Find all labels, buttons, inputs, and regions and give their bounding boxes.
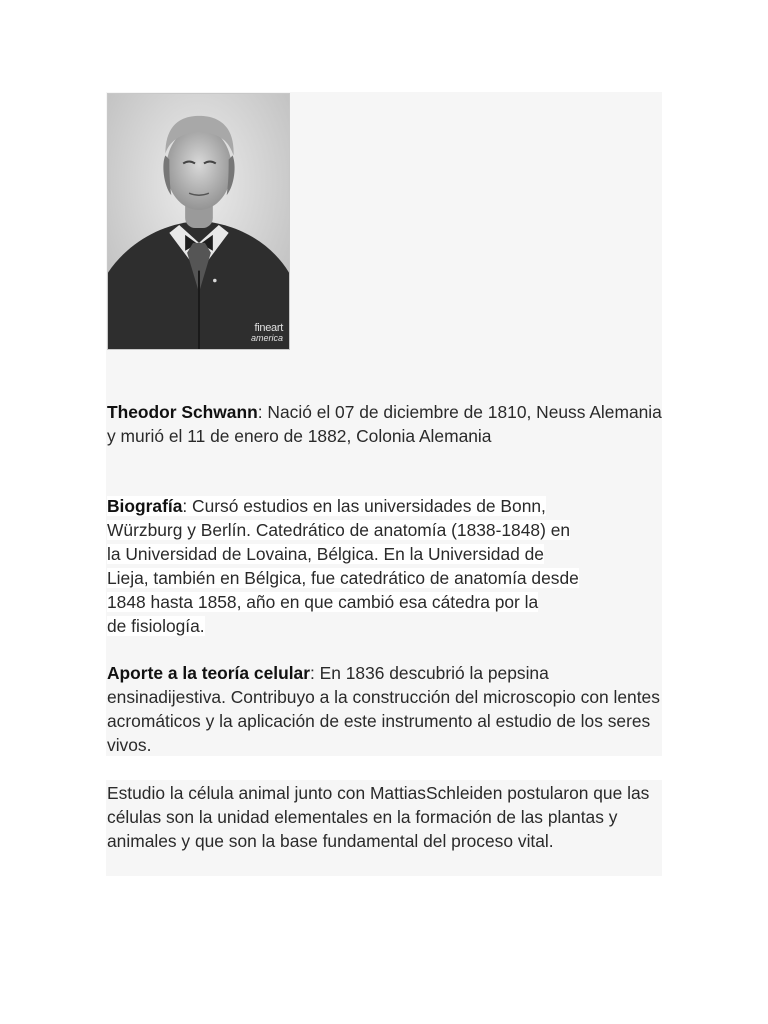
paragraph-aporte — [107, 661, 667, 757]
bio-line-2: Würzburg y Berlín. Catedrático de anatomía (1838-1848) en — [107, 520, 571, 540]
watermark-line2: america — [250, 333, 283, 343]
paragraph-estudio — [107, 781, 667, 853]
bio-line-6: de fisiología. — [107, 616, 205, 636]
bio-line-3: la Universidad de Lovaina, Bélgica. En la Universidad de — [107, 544, 544, 564]
aporte-heading: Aporte a la teoría celular — [107, 663, 310, 683]
watermark-line1: fineart — [254, 322, 283, 334]
paragraph-biografia — [107, 494, 667, 638]
watermark — [251, 323, 283, 343]
bio-line-1: : Cursó estudios en las universidades de Bonn, — [182, 496, 546, 516]
portrait-illustration — [108, 94, 289, 349]
bio-line-4: Lieja, también en Bélgica, fue catedrático de anatomía desde — [107, 568, 579, 588]
theodor-text: : Nació el 07 de diciembre de 1810, Neuss Alemania y murió el 11 de enero de 1882, Colonia Alemania — [107, 402, 662, 446]
paragraph-theodor — [107, 400, 667, 448]
portrait-photo — [107, 93, 290, 350]
bio-line-5: 1848 hasta 1858, año en que cambió esa cátedra por la — [107, 592, 539, 612]
theodor-name: Theodor Schwann — [107, 402, 258, 422]
bio-heading: Biografía — [107, 496, 183, 516]
estudio-text: Estudio la célula animal junto con MattiasSchleiden postularon que las células son la unidad elementales en la formación de las plantas y animales y que son la base fundamental del proceso vital. — [107, 783, 650, 851]
aporte-text: : En 1836 descubrió la pepsina ensinadijestiva. Contribuyo a la construcción del microscopio con lentes acromáticos y la aplicación de este instrumento al estudio de los seres vivos. — [107, 663, 660, 755]
